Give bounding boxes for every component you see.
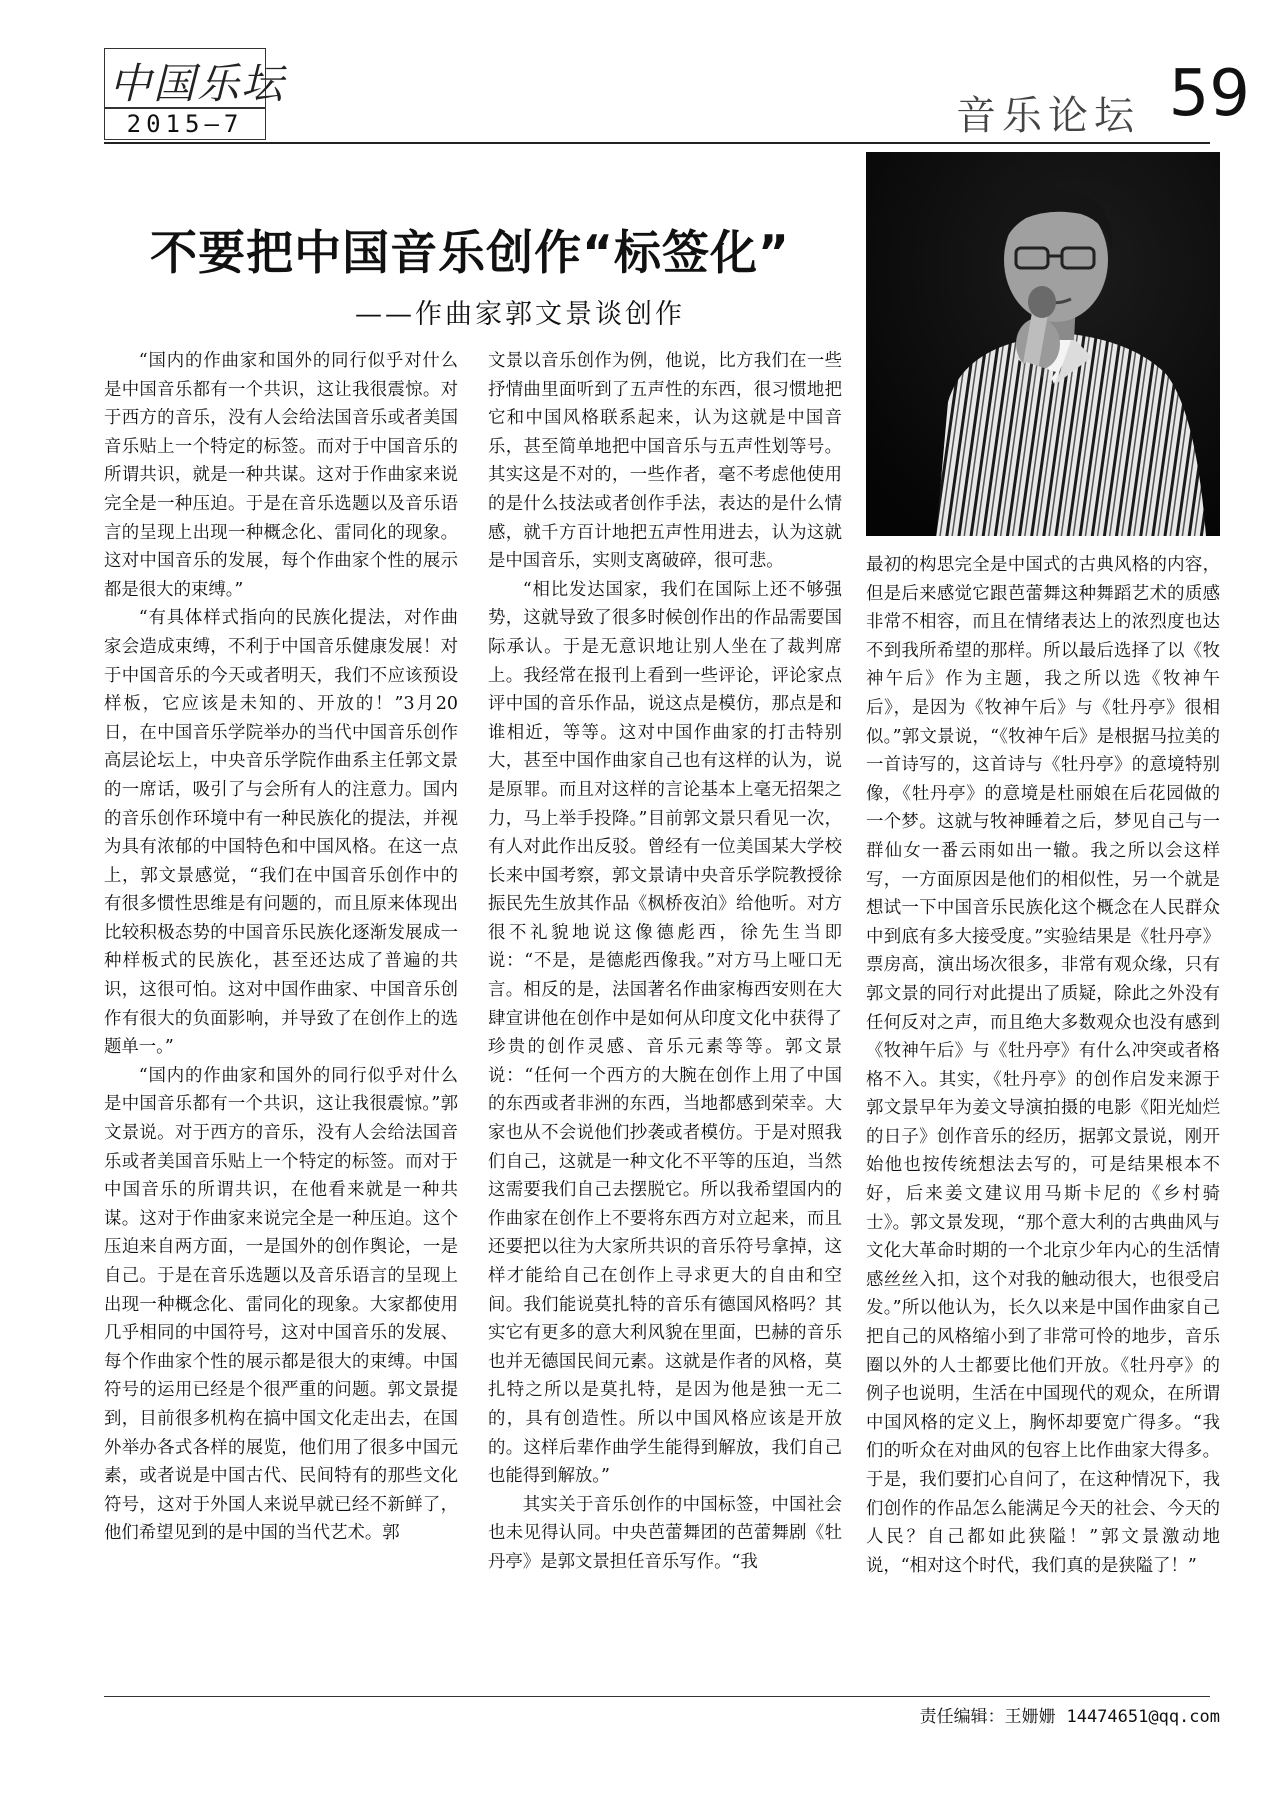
article-paragraph: 其实关于音乐创作的中国标签，中国社会也未见得认同。中央芭蕾舞团的芭蕾舞剧《牡丹亭》是郭文景担任音乐写作。“我	[488, 1494, 842, 1572]
article-paragraph: “国内的作曲家和国外的同行似乎对什么是中国音乐都有一个共识，这让我很震惊。”郭文景说。对于西方的音乐，没有人会给法国音乐或者美国音乐贴上一个特定的标签。而对于中国音乐的所谓共识，在他看来就是一种共谋。这对于作曲家来说完全是一种压迫。这个压迫来自两方面，一是国外的创作舆论，一是自己。于是在音乐选题以及音乐语言的呈现上出现一种概念化、雷同化的现象。大家都使用几乎相同的中国符号，这对中国音乐的发展、每个作曲家个性的展示都是很大的束缚。中国符号的运用已经是个很严重的问题。郭文景提到，目前很多机构在搞中国文化走出去，在国外举办各式各样的展览，他们用了很多中国元素，或者说是中国古代、民间特有的那些文化符号，这对于外国人来说早就已经不新鲜了，他们希望见到的是中国的当代艺术。郭	[104, 1065, 458, 1544]
magazine-logo	[104, 48, 286, 108]
article-column-2	[488, 347, 842, 1577]
article-title: 不要把中国音乐创作“标签化”	[150, 226, 790, 281]
article-column-1	[104, 347, 458, 1548]
editor-credit	[850, 1702, 1220, 1727]
portrait-photo-icon	[866, 152, 1220, 536]
article-paragraph: “有具体样式指向的民族化提法，对作曲家会造成束缚，不利于中国音乐健康发展！对于中国音乐的今天或者明天，我们不应该预设样板，它应该是未知的、开放的！”3月20日，在中国音乐学院举办的当代中国音乐创作高层论坛上，中央音乐学院作曲系主任郭文景的一席话，吸引了与会所有人的注意力。国内的音乐创作环境中有一种民族化的提法，并视为具有浓郁的中国特色和中国风格。在这一点上，郭文景感觉，“我们在中国音乐创作中的有很多惯性思维是有问题的，而且原来体现出比较积极态势的中国音乐民族化逐渐发展成一种样板式的民族化，甚至还达成了普遍的共识，这很可怕。这对中国作曲家、中国音乐创作有很大的负面影响，并导致了在创作上的选题单一。”	[104, 608, 458, 1058]
article-paragraph: “国内的作曲家和国外的同行似乎对什么是中国音乐都有一个共识，这让我很震惊。对于西方的音乐，没有人会给法国音乐或者美国音乐贴上一个特定的标签。而对于中国音乐的所谓共识，就是一种共谋。这对于作曲家来说完全是一种压迫。于是在音乐选题以及音乐语言的呈现上出现一种概念化、雷同化的现象。这对中国音乐的发展，每个作曲家个性的展示都是很大的束缚。”	[104, 351, 458, 600]
magazine-name: 中国乐坛	[109, 59, 286, 108]
issue-label: 2015—7	[104, 108, 266, 140]
editor-email: 14474651@qq.com	[1066, 1707, 1220, 1727]
footer-divider	[104, 1696, 1210, 1697]
article-paragraph-continued: 文景以音乐创作为例，他说，比方我们在一些抒情曲里面听到了五声性的东西，很习惯地把它和中国风格联系起来，认为这就是中国音乐，甚至简单地把中国音乐与五声性划等号。其实这是不对的，一些作者，毫不考虑他使用的是什么技法或者创作手法，表达的是什么情感，就千方百计地把五声性用进去，认为这就是中国音乐，实则支离破碎，很可悲。	[488, 351, 842, 572]
page-number: 59	[1168, 57, 1250, 131]
article-subtitle: ——作曲家郭文景谈创作	[355, 299, 685, 330]
editor-label: 责任编辑：王姗姗	[919, 1707, 1056, 1727]
header-divider	[104, 142, 1210, 144]
article-paragraph-continued: 最初的构思完全是中国式的古典风格的内容，但是后来感觉它跟芭蕾舞这种舞蹈艺术的质感非常不相容，而且在情绪表达上的浓烈度也达不到我所希望的那样。所以最后选择了以《牧神午后》作为主题，我之所以选《牧神午后》，是因为《牧神午后》与《牡丹亭》很相似。”郭文景说，“《牧神午后》是根据马拉美的一首诗写的，这首诗与《牡丹亭》的意境特别像，《牡丹亭》的意境是杜丽娘在后花园做的一个梦。这就与牧神睡着之后，梦见自己与一群仙女一番云雨如出一辙。我之所以会这样写，一方面原因是他们的相似性，另一个就是想试一下中国音乐民族化这个概念在人民群众中到底有多大接受度。”实验结果是《牡丹亭》票房高，演出场次很多，非常有观众缘，只有郭文景的同行对此提出了质疑，除此之外没有任何反对之声，而且绝大多数观众也没有感到《牧神午后》与《牡丹亭》有什么冲突或者格格不入。其实，《牡丹亭》的创作启发来源于郭文景早年为姜文导演拍摄的电影《阳光灿烂的日子》创作音乐的经历，据郭文景说，刚开始他也按传统想法去写的，可是结果根本不好，后来姜文建议用马斯卡尼的《乡村骑士》。郭文景发现，“那个意大利的古典曲风与文化大革命时期的一个北京少年内心的生活情感丝丝入扣，这个对我的触动很大，也很受启发。”所以他认为，长久以来是中国作曲家自己把自己的风格缩小到了非常可怜的地步，音乐圈以外的人士都要比他们开放。《牡丹亭》的例子也说明，生活在中国现代的观众，在所谓中国风格的定义上，胸怀却要宽广得多。“我们的听众在对曲风的包容上比作曲家大得多。于是，我们要扪心自问了，在这种情况下，我们创作的作品怎么能满足今天的社会、今天的人民？自己都如此狭隘！”郭文景激动地说，“相对这个时代，我们真的是狭隘了！”	[866, 555, 1220, 1576]
article-column-3	[866, 551, 1220, 1580]
section-name: 音乐论坛	[956, 93, 1140, 139]
article-paragraph: “相比发达国家，我们在国际上还不够强势，这就导致了很多时候创作出的作品需要国际承认。于是无意识地让别人坐在了裁判席上。我经常在报刊上看到一些评论，评论家点评中国的音乐作品，说这点是模仿，那点是和谁相近，等等。这对中国作曲家的打击特别大，甚至中国作曲家自己也有这样的认为，说是原罪。而且对这样的言论基本上毫无招架之力，马上举手投降。”目前郭文景只看见一次，有人对此作出反驳。曾经有一位美国某大学校长来中国考察，郭文景请中央音乐学院教授徐振民先生放其作品《枫桥夜泊》给他听。对方很不礼貌地说这像德彪西，徐先生当即说：“不是，是德彪西像我。”对方马上哑口无言。相反的是，法国著名作曲家梅西安则在大肆宣讲他在创作中是如何从印度文化中获得了珍贵的创作灵感、音乐元素等等。郭文景说：“任何一个西方的大腕在创作上用了中国的东西或者非洲的东西，当地都感到荣幸。大家也从不会说他们抄袭或者模仿。于是对照我们自己，这就是一种文化不平等的压迫，当然这需要我们自己去摆脱它。所以我希望国内的作曲家在创作上不要将东西方对立起来，而且还要把以往为大家所共识的音乐符号拿掉，这样才能给自己在创作上寻求更大的自由和空间。我们能说莫扎特的音乐有德国风格吗？其实它有更多的意大利风貌在里面，巴赫的音乐也并无德国民间元素。这就是作者的风格，莫扎特之所以是莫扎特，是因为他是独一无二的，具有创造性。所以中国风格应该是开放的。这样后辈作曲学生能得到解放，我们自己也能得到解放。”	[488, 579, 842, 1487]
